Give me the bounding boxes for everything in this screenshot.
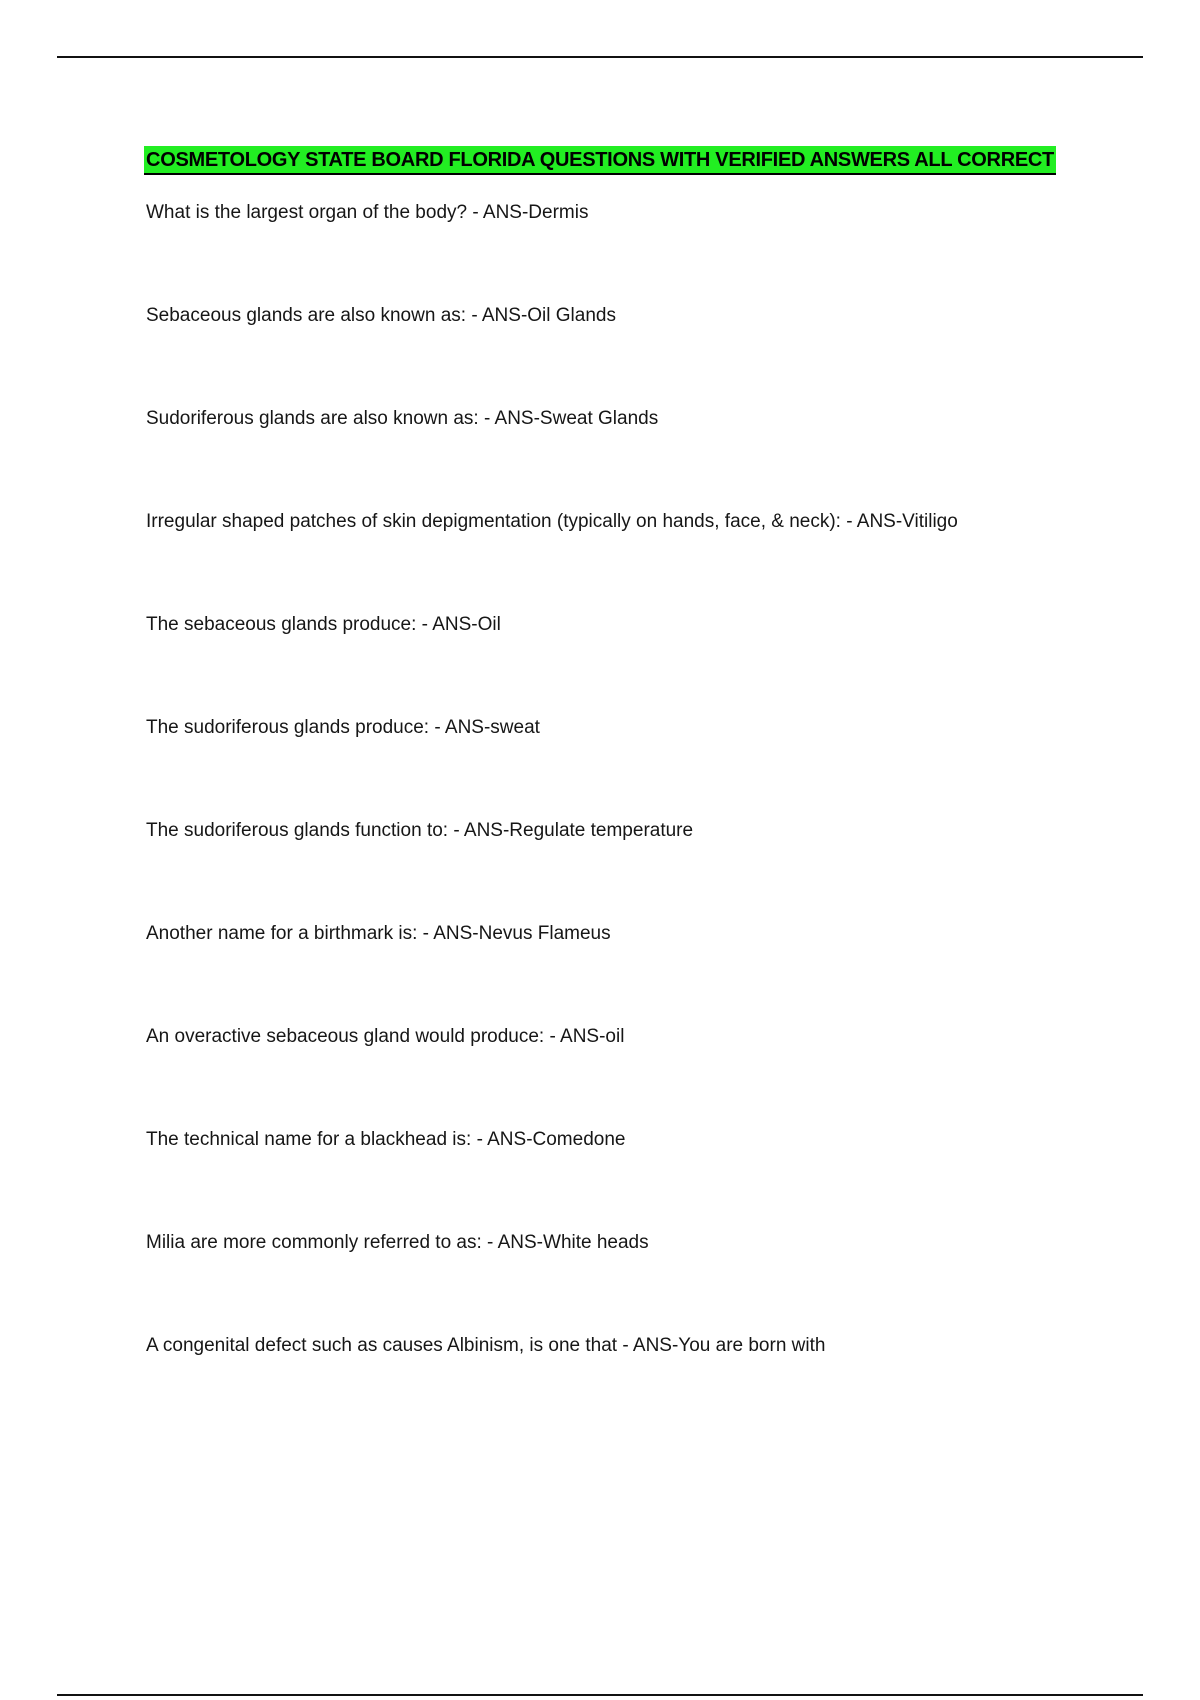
- footer-rule: [57, 1694, 1143, 1696]
- document-title: COSMETOLOGY STATE BOARD FLORIDA QUESTIONS WITH VERIFIED ANSWERS ALL CORRECT: [144, 146, 1056, 175]
- qa-item: Sebaceous glands are also known as: - ANS-Oil Glands: [146, 305, 616, 326]
- qa-item: The technical name for a blackhead is: - ANS-Comedone: [146, 1129, 626, 1150]
- qa-item: What is the largest organ of the body? - ANS-Dermis: [146, 202, 589, 223]
- qa-item: A congenital defect such as causes Albinism, is one that - ANS-You are born with: [146, 1335, 826, 1356]
- qa-item: Sudoriferous glands are also known as: - ANS-Sweat Glands: [146, 408, 659, 429]
- qa-item: The sudoriferous glands function to: - ANS-Regulate temperature: [146, 820, 694, 841]
- title-container: [0, 146, 1200, 175]
- qa-item: An overactive sebaceous gland would produce: - ANS-oil: [146, 1026, 625, 1047]
- qa-list: [146, 198, 1146, 1434]
- qa-item: The sudoriferous glands produce: - ANS-sweat: [146, 717, 540, 738]
- qa-item: The sebaceous glands produce: - ANS-Oil: [146, 614, 501, 635]
- qa-item: Irregular shaped patches of skin depigmentation (typically on hands, face, & neck): - ANS-Vitiligo: [146, 511, 958, 532]
- header-rule: [57, 56, 1143, 58]
- qa-item: Milia are more commonly referred to as: - ANS-White heads: [146, 1232, 649, 1253]
- qa-item: Another name for a birthmark is: - ANS-Nevus Flameus: [146, 923, 611, 944]
